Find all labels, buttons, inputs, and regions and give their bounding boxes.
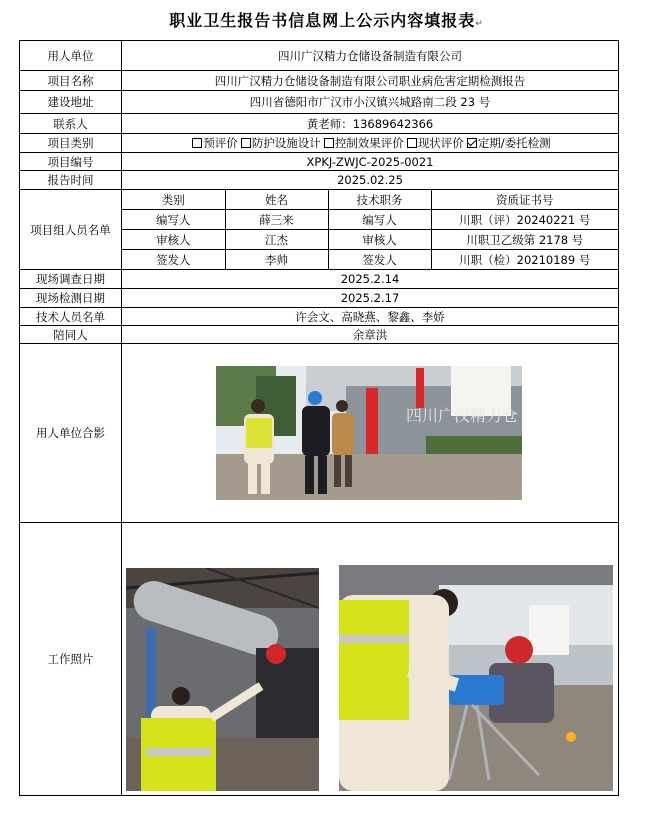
team-cell-name: 薛三来	[225, 210, 328, 230]
category-option-label: 预评价	[203, 136, 238, 150]
escort-value: 余章洪	[122, 326, 619, 344]
checked-checkbox-icon[interactable]	[467, 138, 477, 148]
team-cell-role: 审核人	[122, 230, 225, 250]
team-row	[122, 210, 618, 230]
survey-date-label: 现场调查日期	[20, 270, 122, 289]
category-option-label: 防护设施设计	[251, 136, 321, 150]
team-table	[122, 190, 618, 269]
employer-label: 用人单位	[20, 41, 122, 71]
tech-staff-value: 许会文、高晓燕、黎鑫、李娇	[122, 308, 619, 326]
project-no-value: XPKJ-ZWJC-2025-0021	[122, 153, 619, 171]
team-row	[122, 230, 618, 250]
team-cell-role: 签发人	[122, 250, 225, 270]
category-option-label: 现状评价	[417, 136, 464, 150]
team-cell-name: 江杰	[225, 230, 328, 250]
team-label: 项目组人员名单	[20, 190, 122, 270]
contact-label: 联系人	[20, 114, 122, 134]
group-photo-label: 用人单位合影	[20, 344, 122, 523]
team-cell-cert: 川职（检）20210189 号	[431, 250, 618, 270]
category-label: 项目类别	[20, 134, 122, 153]
tech-staff-label: 技术人员名单	[20, 308, 122, 326]
team-cell-title: 签发人	[328, 250, 431, 270]
project-name-label: 项目名称	[20, 71, 122, 91]
svg-text:四川广汉精力仓: 四川广汉精力仓	[406, 406, 519, 425]
team-header: 技术职务	[328, 190, 431, 210]
team-header: 类别	[122, 190, 225, 210]
address-label: 建设地址	[20, 91, 122, 114]
project-name-value: 四川广汉精力仓储设备制造有限公司职业病危害定期检测报告	[122, 71, 619, 91]
checkbox-icon[interactable]	[324, 138, 334, 148]
team-cell-cert: 川职（评）20240221 号	[431, 210, 618, 230]
report-time-value: 2025.02.25	[122, 171, 619, 190]
team-cell	[122, 190, 619, 270]
page-title: 职业卫生报告书信息网上公示内容填报表↵	[169, 11, 484, 30]
survey-date-value: 2025.2.14	[122, 270, 619, 289]
work-photo-1	[126, 568, 319, 791]
category-option-label: 定期/委托检测	[477, 136, 551, 150]
detection-date-label: 现场检测日期	[20, 289, 122, 308]
team-cell-title: 编写人	[328, 210, 431, 230]
work-photo-2	[339, 565, 613, 791]
team-cell-name: 李帅	[225, 250, 328, 270]
work-photo-label: 工作照片	[20, 523, 122, 796]
category-option-label: 控制效果评价	[334, 136, 404, 150]
checkbox-icon[interactable]	[192, 138, 202, 148]
employer-value: 四川广汉精力仓储设备制造有限公司	[122, 41, 619, 71]
checkbox-icon[interactable]	[407, 138, 417, 148]
detection-date-value: 2025.2.17	[122, 289, 619, 308]
team-cell-role: 编写人	[122, 210, 225, 230]
address-value: 四川省德阳市广汉市小汉镇兴城路南二段 23 号	[122, 91, 619, 114]
escort-label: 陪同人	[20, 326, 122, 344]
project-no-label: 项目编号	[20, 153, 122, 171]
category-options	[122, 134, 619, 153]
report-time-label: 报告时间	[20, 171, 122, 190]
contact-value: 黄老师：13689642366	[122, 114, 619, 134]
team-header: 姓名	[225, 190, 328, 210]
team-row	[122, 250, 618, 270]
team-header-row	[122, 190, 618, 210]
group-photo	[216, 366, 522, 500]
team-cell-cert: 川职卫乙级第 2178 号	[431, 230, 618, 250]
team-header: 资质证书号	[431, 190, 618, 210]
checkbox-icon[interactable]	[241, 138, 251, 148]
team-cell-title: 审核人	[328, 230, 431, 250]
